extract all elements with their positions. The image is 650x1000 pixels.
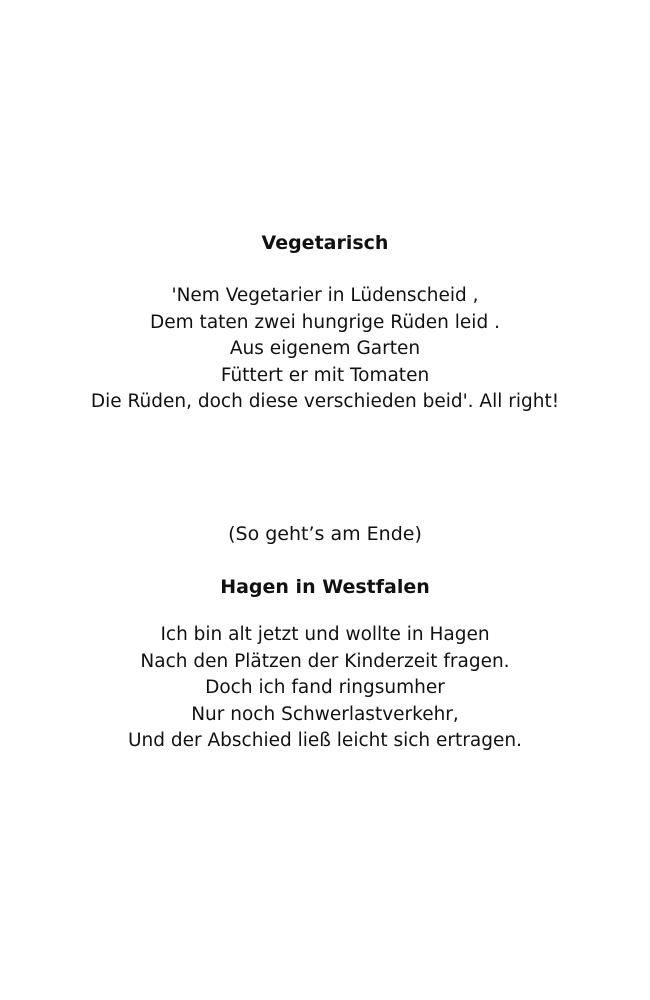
poem-line: Die Rüden, doch diese verschieden beid'. All right! (90, 391, 560, 412)
poem-line: Und der Abschied ließ leicht sich ertragen. (128, 730, 522, 751)
poem-title-hagen: Hagen in Westfalen (220, 576, 430, 598)
poem-line: Aus eigenem Garten (229, 338, 421, 359)
poem-stanza-vegetarisch (0, 283, 650, 416)
poem-line: 'Nem Vegetarier in Lüdenscheid , (171, 285, 479, 306)
poem-line: Ich bin alt jetzt und wollte in Hagen (160, 624, 490, 645)
poem-line: Füttert er mit Tomaten (220, 364, 430, 386)
poem-line: Doch ich fand ringsumher (205, 677, 445, 698)
poem-line: Nach den Plätzen der Kinderzeit fragen. (140, 650, 510, 672)
poem-line: Nur noch Schwerlastverkehr, (191, 703, 459, 725)
poem-line: Dem taten zwei hungrige Rüden leid . (150, 311, 500, 333)
poem-stanza-hagen (0, 622, 650, 755)
poem-title-vegetarisch: Vegetarisch (261, 232, 389, 254)
poem-note: (So geht’s am Ende) (228, 523, 422, 545)
